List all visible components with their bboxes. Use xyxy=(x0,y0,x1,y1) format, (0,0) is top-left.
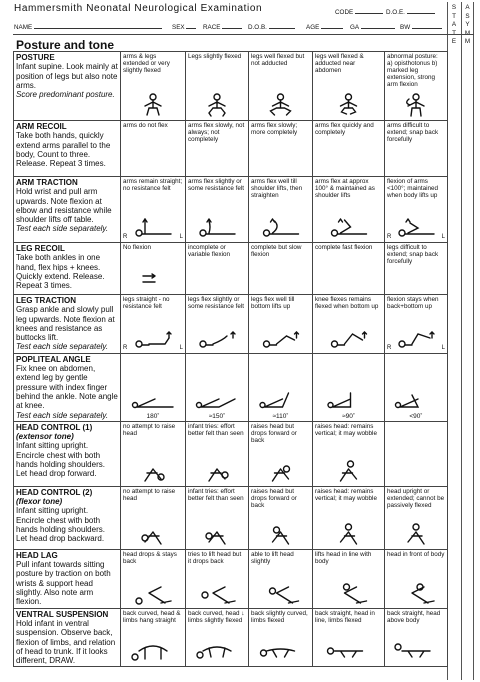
infant-figure-icon xyxy=(189,581,245,605)
option-text: No flexion xyxy=(123,244,152,251)
infant-figure-icon xyxy=(388,267,444,291)
row-subtitle: (extensor tone) xyxy=(16,432,74,442)
doe-field[interactable] xyxy=(386,8,435,16)
row-instructions: Infant sitting upright. Encircle chest with both hands holding shoulders. Let head drop backward. xyxy=(16,506,105,544)
score-option-5[interactable] xyxy=(385,177,448,243)
infant-figure-icon xyxy=(388,326,444,350)
score-option-1[interactable] xyxy=(121,52,186,121)
exam-row xyxy=(14,243,448,295)
infant-figure-icon xyxy=(388,149,444,173)
sex-label: SEX xyxy=(172,24,185,31)
row-name: VENTRAL SUSPENSION xyxy=(16,609,109,619)
option-text: legs difficult to extend; snap back forcefully xyxy=(387,244,439,265)
option-text: abnormal posture: a) opisthotonus b) marked leg extension, strong arm flexion xyxy=(387,53,438,88)
score-option-2[interactable] xyxy=(186,177,249,243)
option-text: head drops & stays back xyxy=(123,550,177,565)
row-description xyxy=(14,486,121,549)
option-text: back slightly curved, limbs flexed xyxy=(251,609,308,624)
exam-row xyxy=(14,52,448,121)
score-option-4[interactable] xyxy=(313,177,385,243)
score-option-5[interactable] xyxy=(385,421,448,486)
row-note: Test each side separately. xyxy=(16,342,109,352)
option-text: arms flex quickly and completely xyxy=(315,122,374,136)
score-option-5[interactable] xyxy=(385,52,448,121)
option-text: legs flex slightly or some resistance felt xyxy=(188,296,244,310)
infant-figure-icon xyxy=(316,522,381,546)
option-text: able to lift head slightly xyxy=(251,550,294,565)
infant-figure-icon xyxy=(124,215,182,239)
row-description xyxy=(14,243,121,295)
infant-figure-icon xyxy=(316,639,381,663)
infant-figure-icon xyxy=(316,149,381,173)
score-option-4[interactable] xyxy=(313,243,385,295)
score-option-4[interactable] xyxy=(313,295,385,354)
age-label: AGE xyxy=(306,24,320,31)
asymm-label: A S Y M M xyxy=(464,4,471,45)
infant-figure-icon xyxy=(124,581,182,605)
infant-figure-icon xyxy=(388,522,444,546)
infant-figure-icon xyxy=(388,459,444,483)
option-text: back curved, head & limbs hang straight xyxy=(123,609,181,624)
score-option-4[interactable] xyxy=(313,608,385,667)
right-side-label: R xyxy=(123,234,128,240)
exam-row xyxy=(14,177,448,243)
score-option-1[interactable] xyxy=(121,486,186,549)
option-text: arms remain straight; no resistance felt xyxy=(123,178,183,192)
score-option-3[interactable] xyxy=(249,608,313,667)
infant-figure-icon xyxy=(189,326,245,350)
infant-figure-icon xyxy=(388,93,444,117)
option-text: arms & legs extended or very slightly flexed xyxy=(123,53,170,74)
asymm-column[interactable] xyxy=(461,2,474,680)
score-option-3[interactable] xyxy=(249,52,313,121)
exam-row xyxy=(14,421,448,486)
row-note: Test each side separately. xyxy=(16,410,109,420)
score-option-1[interactable] xyxy=(121,353,186,421)
row-name: POPLITEAL ANGLE xyxy=(16,354,91,364)
angle-label: ≈150˚ xyxy=(208,412,226,420)
exam-row xyxy=(14,295,448,354)
row-name: HEAD CONTROL (2) xyxy=(16,487,93,497)
option-text: flexion of arms <100°; maintained when body lifts up xyxy=(387,178,439,199)
score-option-4[interactable] xyxy=(313,121,385,177)
score-option-5[interactable] xyxy=(385,549,448,608)
bw-field[interactable] xyxy=(400,23,442,31)
option-text: complete fast flexion xyxy=(315,244,373,251)
row-description xyxy=(14,52,121,121)
angle-label: ≈110˚ xyxy=(272,412,289,420)
option-text: back curved, head ↓ limbs slightly flexed xyxy=(188,609,245,624)
score-option-4[interactable] xyxy=(313,421,385,486)
header-divider xyxy=(13,34,474,35)
row-instructions: Take both ankles in one hand, flex hips + knees. Quickly extend. Release. Repeat 3 times. xyxy=(16,253,105,291)
infant-figure-icon xyxy=(124,93,182,117)
exam-row xyxy=(14,549,448,608)
score-option-1[interactable] xyxy=(121,243,186,295)
infant-figure-icon xyxy=(252,267,309,291)
infant-figure-icon xyxy=(316,267,381,291)
infant-figure-icon xyxy=(388,387,444,411)
option-text: arms flex at approx 100° & maintained as shoulder lifts xyxy=(315,178,375,199)
right-side-label: R xyxy=(387,344,392,351)
score-option-4[interactable] xyxy=(313,52,385,121)
race-label: RACE xyxy=(203,24,221,31)
exam-row xyxy=(14,353,448,421)
score-option-1[interactable] xyxy=(121,121,186,177)
score-option-1[interactable] xyxy=(121,549,186,608)
infant-figure-icon xyxy=(252,522,309,546)
score-option-2[interactable] xyxy=(186,353,249,421)
score-option-2[interactable] xyxy=(186,52,249,121)
infant-figure-icon xyxy=(316,326,381,350)
row-instructions: Infant sitting upright. Encircle chest with both hands holding shoulders. Let head drop forward. xyxy=(16,441,105,479)
infant-figure-icon xyxy=(316,387,381,411)
row-description xyxy=(14,353,121,421)
row-instructions: Pull infant towards sitting posture by traction on both wrists & support head slightly. Also note arm flexion. xyxy=(16,560,111,607)
option-text: Legs slightly flexed xyxy=(188,53,242,60)
row-description xyxy=(14,121,121,177)
score-option-2[interactable] xyxy=(186,549,249,608)
option-text: legs well flexed but not adducted xyxy=(251,53,305,67)
angle-label: <90˚ xyxy=(409,412,423,420)
left-side-label: L xyxy=(179,344,183,351)
left-side-label: L xyxy=(441,344,445,351)
sex-field[interactable] xyxy=(172,23,196,31)
score-option-5[interactable] xyxy=(385,353,448,421)
score-option-1[interactable] xyxy=(121,608,186,667)
row-note: Score predominant posture. xyxy=(16,90,115,100)
infant-figure-icon xyxy=(252,387,309,411)
option-text: head upright or extended; cannot be passively flexed xyxy=(387,487,445,509)
infant-figure-icon xyxy=(316,581,381,605)
option-text: knee flexes remains flexed when bottom up xyxy=(315,296,379,310)
exam-row xyxy=(14,121,448,177)
score-option-1[interactable] xyxy=(121,295,186,354)
row-instructions: Grasp ankle and slowly pull leg upwards. Note flexion at knees and resistance as buttocks lift. xyxy=(16,305,115,343)
infant-figure-icon xyxy=(252,326,309,350)
infant-figure-icon xyxy=(124,149,182,173)
score-option-1[interactable] xyxy=(121,177,186,243)
row-instructions: Take both hands, quickly extend arms parallel to the body, Count to three. Release. Repeat 3 times. xyxy=(16,131,111,169)
infant-figure-icon xyxy=(189,459,245,483)
row-instructions: Infant supine. Look mainly at position of legs but also note arms. xyxy=(16,62,118,90)
infant-figure-icon xyxy=(189,93,245,117)
infant-figure-icon xyxy=(388,639,444,663)
score-option-3[interactable] xyxy=(249,486,313,549)
row-instructions: Hold wrist and pull arm upwards. Note flexion at elbow and resistance while shoulder lifts off table. xyxy=(16,187,112,225)
row-instructions: Fix knee on abdomen, extend leg by gentle pressure with index finger behind the ankle. Note angle at knee. xyxy=(16,364,118,411)
row-name: LEG RECOIL xyxy=(16,244,65,253)
state-column[interactable] xyxy=(447,2,460,680)
infant-figure-icon xyxy=(189,522,245,546)
option-text: tries to lift head but it drops back xyxy=(188,550,242,565)
option-text: legs well flexed & adducted near abdomen xyxy=(315,53,364,74)
score-option-4[interactable] xyxy=(313,549,385,608)
score-option-5[interactable] xyxy=(385,121,448,177)
infant-figure-icon xyxy=(316,215,381,239)
row-name: ARM TRACTION xyxy=(16,178,78,187)
score-option-3[interactable] xyxy=(249,421,313,486)
score-option-5[interactable] xyxy=(385,295,448,354)
ga-field[interactable] xyxy=(350,23,395,31)
option-text: back straight, head in line, limbs flexed xyxy=(315,609,375,624)
score-option-5[interactable] xyxy=(385,243,448,295)
score-option-1[interactable] xyxy=(121,421,186,486)
option-text: infant tries: effort better felt than seen xyxy=(188,487,244,502)
option-text: flexion stays when back+bottom up xyxy=(387,296,439,310)
score-option-2[interactable] xyxy=(186,243,249,295)
infant-figure-icon xyxy=(124,522,182,546)
infant-figure-icon xyxy=(252,93,309,117)
row-description xyxy=(14,177,121,243)
option-text: arms flex well till shoulder lifts, then straighten xyxy=(251,178,303,199)
infant-figure-icon xyxy=(388,215,444,239)
dob-label: D.O.B. xyxy=(248,24,267,31)
name-label: NAME xyxy=(14,24,33,31)
infant-figure-icon xyxy=(189,387,245,411)
option-text: raises head but drops forward or back xyxy=(251,422,297,444)
infant-figure-icon xyxy=(252,215,309,239)
row-name: POSTURE xyxy=(16,53,55,62)
infant-figure-icon xyxy=(189,639,245,663)
code-field[interactable] xyxy=(335,8,383,16)
infant-figure-icon xyxy=(189,215,245,239)
option-text: arms flex slightly or some resistance felt xyxy=(188,178,244,192)
exam-row xyxy=(14,608,448,667)
option-text: complete but slow flexion xyxy=(251,244,302,258)
row-name: HEAD LAG xyxy=(16,550,58,560)
infant-figure-icon xyxy=(252,459,309,483)
row-description xyxy=(14,421,121,486)
name-field[interactable] xyxy=(14,23,162,31)
angle-label: 180˚ xyxy=(146,412,160,420)
option-text: no attempt to raise head xyxy=(123,487,176,502)
row-description xyxy=(14,608,121,667)
option-text: lifts head in line with body xyxy=(315,550,372,565)
infant-figure-icon xyxy=(252,639,309,663)
option-text: legs straight - no resistance felt xyxy=(123,296,170,310)
form-title: Hammersmith Neonatal Neurological Examination xyxy=(14,3,263,14)
row-description xyxy=(14,549,121,608)
infant-figure-icon xyxy=(124,639,182,663)
option-text: raises head but drops forward or back xyxy=(251,487,297,509)
left-side-label: L xyxy=(441,234,445,240)
option-text: arms difficult to extend; snap back forcefully xyxy=(387,122,439,143)
row-name: HEAD CONTROL (1) xyxy=(16,422,93,432)
score-option-2[interactable] xyxy=(186,121,249,177)
right-side-label: R xyxy=(123,344,128,351)
section-title: Posture and tone xyxy=(16,38,115,52)
option-text: raises head: remains vertical; it may wobble xyxy=(315,422,377,437)
option-text: raises head: remains vertical; it may wobble xyxy=(315,487,377,502)
dob-field[interactable] xyxy=(248,23,295,31)
infant-figure-icon xyxy=(316,93,381,117)
row-name: ARM RECOIL xyxy=(16,122,67,131)
score-option-5[interactable] xyxy=(385,486,448,549)
option-text: infant tries: effort better felt than seen xyxy=(188,422,244,437)
row-subtitle: (flexor tone) xyxy=(16,497,63,507)
option-text: arms flex slowly, not always; not completely xyxy=(188,122,245,143)
bw-label: BW xyxy=(400,24,411,31)
score-option-5[interactable] xyxy=(385,608,448,667)
score-option-2[interactable] xyxy=(186,486,249,549)
score-option-3[interactable] xyxy=(249,549,313,608)
code-label: CODE xyxy=(335,9,354,16)
row-description xyxy=(14,295,121,354)
score-option-2[interactable] xyxy=(186,608,249,667)
score-option-2[interactable] xyxy=(186,295,249,354)
score-option-2[interactable] xyxy=(186,421,249,486)
angle-label: ≈90˚ xyxy=(342,412,355,420)
age-field[interactable] xyxy=(306,23,343,31)
infant-figure-icon xyxy=(316,459,381,483)
infant-figure-icon xyxy=(388,581,444,605)
ga-label: GA xyxy=(350,24,359,31)
left-side-label: L xyxy=(179,234,183,240)
option-text: arms flex slowly; more completely xyxy=(251,122,298,136)
exam-row xyxy=(14,486,448,549)
option-text: no attempt to raise head xyxy=(123,422,176,437)
score-option-3[interactable] xyxy=(249,177,313,243)
infant-figure-icon xyxy=(124,267,182,291)
option-text: incomplete or variable flexion xyxy=(188,244,231,258)
option-text: head in front of body xyxy=(387,550,445,558)
infant-figure-icon xyxy=(189,267,245,291)
infant-figure-icon xyxy=(252,581,309,605)
row-name: LEG TRACTION xyxy=(16,296,76,305)
race-field[interactable] xyxy=(203,23,242,31)
score-option-4[interactable] xyxy=(313,486,385,549)
infant-figure-icon xyxy=(252,149,309,173)
assessment-grid xyxy=(13,51,448,667)
score-option-3[interactable] xyxy=(249,121,313,177)
infant-figure-icon xyxy=(124,326,182,350)
row-instructions: Hold infant in ventral suspension. Observe back, flexion of limbs, and relation of head to trunk. If it looks different, DRAW. xyxy=(16,618,116,666)
state-label: S T A T E xyxy=(451,4,457,45)
doe-label: D.O.E. xyxy=(386,9,405,16)
score-option-3[interactable] xyxy=(249,243,313,295)
infant-figure-icon xyxy=(124,387,182,411)
score-option-3[interactable] xyxy=(249,353,313,421)
right-side-label: R xyxy=(387,234,392,240)
option-text: back straight, head above body xyxy=(387,609,441,624)
score-option-4[interactable] xyxy=(313,353,385,421)
option-text: arms do not flex xyxy=(123,122,168,129)
infant-figure-icon xyxy=(189,149,245,173)
score-option-3[interactable] xyxy=(249,295,313,354)
infant-figure-icon xyxy=(124,459,182,483)
row-note: Test each side separately. xyxy=(16,224,109,234)
option-text: legs flex well till bottom lifts up xyxy=(251,296,295,310)
